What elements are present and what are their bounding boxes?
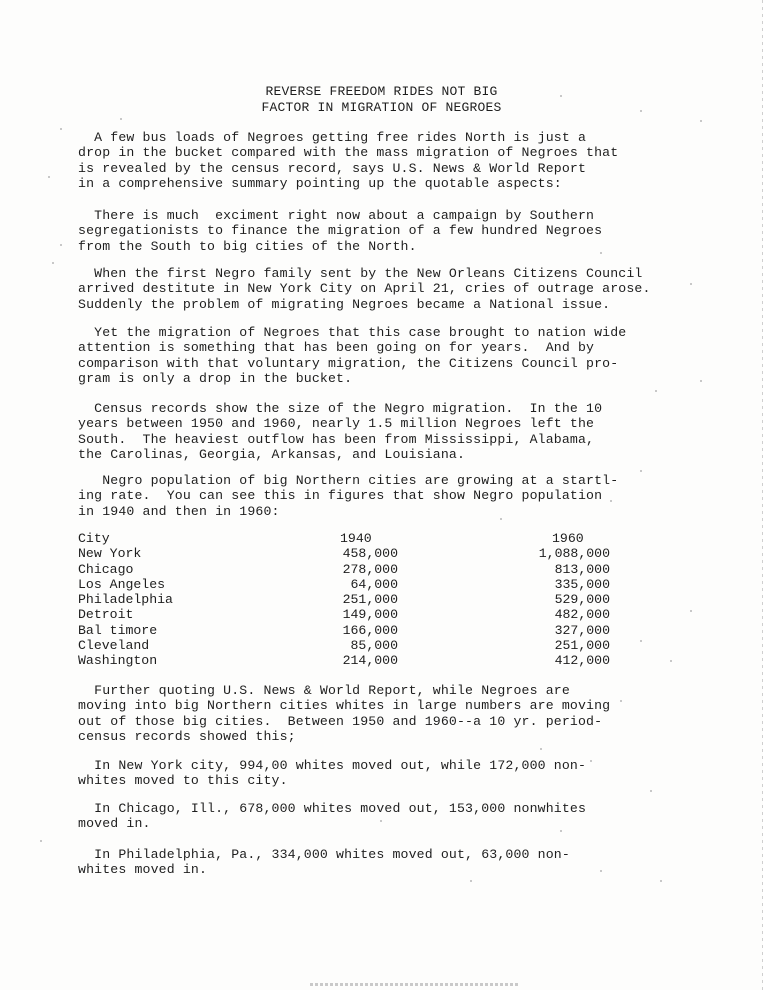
scan-speckle <box>640 640 642 642</box>
scan-speckle <box>690 283 692 285</box>
table-header-cell: City <box>78 531 110 546</box>
scan-speckle <box>660 880 662 882</box>
paragraph-line: out of those big cities. Between 1950 and 1960--a 10 yr. period- <box>78 713 603 729</box>
table-row <box>78 577 678 592</box>
table-cell: 335,000 <box>554 576 610 592</box>
scan-speckle <box>560 95 562 97</box>
paragraph-line: the Carolinas, Georgia, Arkansas, and Louisiana. <box>78 446 466 462</box>
paragraph-line: whites moved to this city. <box>78 773 288 789</box>
footer-smudge <box>310 983 520 986</box>
paragraph <box>78 401 728 462</box>
paragraph-line: When the first Negro family sent by the New Orleans Citizens Council <box>78 266 643 281</box>
scan-speckle <box>655 390 657 392</box>
table-cell: 251,000 <box>342 592 398 608</box>
table-cell: 412,000 <box>554 653 610 669</box>
scan-speckle <box>700 380 702 382</box>
scan-speckle <box>640 110 642 112</box>
table-cell: 278,000 <box>342 561 398 577</box>
scan-speckle <box>52 262 54 264</box>
paragraph-line: years between 1950 and 1960, nearly 1.5 million Negroes left the <box>78 416 595 432</box>
scan-speckle <box>690 610 692 612</box>
scan-speckle <box>590 760 592 762</box>
paragraph-line: In New York city, 994,00 whites moved out, while 172,000 non- <box>78 758 587 773</box>
table-cell: 214,000 <box>342 653 398 669</box>
table-header-cell: 1940 <box>340 531 372 546</box>
table-header-row <box>78 531 678 546</box>
scan-speckle <box>540 748 542 750</box>
table-row <box>78 562 678 577</box>
table-cell: 149,000 <box>342 607 398 623</box>
paragraph-line: is revealed by the census record, says U.S. News & World Report <box>78 160 587 176</box>
paragraph-line: moving into big Northern cities whites in large numbers are moving <box>78 698 611 714</box>
document-title-line-2: FACTOR IN MIGRATION OF NEGROES <box>261 100 502 115</box>
table-cell: Cleveland <box>78 638 150 654</box>
paragraph-line: ing rate. You can see this in figures that show Negro population <box>78 488 603 504</box>
paragraph-line: from the South to big cities of the North. <box>78 238 417 254</box>
paragraph-line: comparison with that voluntary migration, the Citizens Council pro- <box>78 355 619 371</box>
paragraph-line: attention is something that has been going on for years. And by <box>78 340 595 356</box>
population-table <box>78 531 678 669</box>
paragraph <box>78 473 728 519</box>
table-cell: 85,000 <box>350 638 398 654</box>
table-cell: Chicago <box>78 561 134 577</box>
table-cell: Washington <box>78 653 158 669</box>
scan-speckle <box>470 880 472 882</box>
table-cell: 251,000 <box>554 638 610 654</box>
table-cell: Detroit <box>78 607 134 623</box>
scan-speckle <box>560 830 562 832</box>
table-cell: 529,000 <box>554 592 610 608</box>
scan-speckle <box>48 176 50 178</box>
table-cell: New York <box>78 546 142 562</box>
table-cell: 327,000 <box>554 622 610 638</box>
scan-speckle <box>380 820 382 822</box>
paragraph-line: Negro population of big Northern cities are growing at a startl- <box>78 473 619 488</box>
paragraph <box>78 266 728 312</box>
paragraph-line: drop in the bucket compared with the mass migration of Negroes that <box>78 145 619 161</box>
table-cell: Bal timore <box>78 622 158 638</box>
document-title-line-1: REVERSE FREEDOM RIDES NOT BIG <box>265 84 498 99</box>
scan-speckle <box>60 128 62 130</box>
scan-speckle <box>600 252 602 254</box>
paragraph-line: Yet the migration of Negroes that this case brought to nation wide <box>78 325 627 340</box>
paragraph-line: segregationists to finance the migration of a few hundred Negroes <box>78 223 603 239</box>
table-cell: 166,000 <box>342 622 398 638</box>
table-row <box>78 546 678 561</box>
paragraph-line: In Chicago, Ill., 678,000 whites moved out, 153,000 nonwhites <box>78 801 587 816</box>
paragraph <box>78 208 728 254</box>
paragraph-line: in a comprehensive summary pointing up the quotable aspects: <box>78 175 562 191</box>
paragraph-line: In Philadelphia, Pa., 334,000 whites moved out, 63,000 non- <box>78 847 570 862</box>
scan-speckle <box>700 120 702 122</box>
table-header-cell: 1960 <box>552 531 584 546</box>
paragraph-line: South. The heaviest outflow has been from Mississippi, Alabama, <box>78 431 595 447</box>
paragraph <box>78 683 728 744</box>
paragraph-line: Census records show the size of the Negro migration. In the 10 <box>78 401 603 416</box>
scan-speckle <box>650 790 652 792</box>
paragraph-line: moved in. <box>78 816 151 832</box>
table-row <box>78 638 678 653</box>
paragraph <box>78 847 728 878</box>
paragraph-line: arrived destitute in New York City on April 21, cries of outrage arose. <box>78 281 651 297</box>
scan-speckle <box>600 870 602 872</box>
scan-speckle <box>610 500 612 502</box>
paragraph <box>78 758 728 789</box>
paragraph-line: Further quoting U.S. News & World Report, while Negroes are <box>78 683 570 698</box>
paragraph-line: gram is only a drop in the bucket. <box>78 370 353 386</box>
table-cell: 1,088,000 <box>538 546 610 562</box>
scan-speckle <box>620 700 622 702</box>
table-row <box>78 653 678 668</box>
paragraph-line: whites moved in. <box>78 862 208 878</box>
paragraph <box>78 130 728 191</box>
scan-speckle <box>120 118 122 120</box>
table-cell: 64,000 <box>350 576 398 592</box>
paragraph-line: Suddenly the problem of migrating Negroes became a National issue. <box>78 296 611 312</box>
scan-speckle <box>500 518 502 520</box>
paragraph-line: A few bus loads of Negroes getting free rides North is just a <box>78 130 587 145</box>
paragraph-line: census records showed this; <box>78 728 296 744</box>
paragraph <box>78 801 728 832</box>
scan-speckle <box>60 244 62 246</box>
table-cell: 482,000 <box>554 607 610 623</box>
table-cell: 813,000 <box>554 561 610 577</box>
paragraph-line: There is much exciment right now about a campaign by Southern <box>78 208 595 223</box>
table-row <box>78 623 678 638</box>
scan-speckle <box>640 470 642 472</box>
table-cell: Philadelphia <box>78 592 173 608</box>
paragraph <box>78 325 728 386</box>
scan-speckle <box>670 660 672 662</box>
table-cell: Los Angeles <box>78 576 166 592</box>
paragraph-line: in 1940 and then in 1960: <box>78 503 280 519</box>
scan-speckle <box>40 840 42 842</box>
table-row <box>78 607 678 622</box>
table-cell: 458,000 <box>342 546 398 562</box>
table-row <box>78 592 678 607</box>
